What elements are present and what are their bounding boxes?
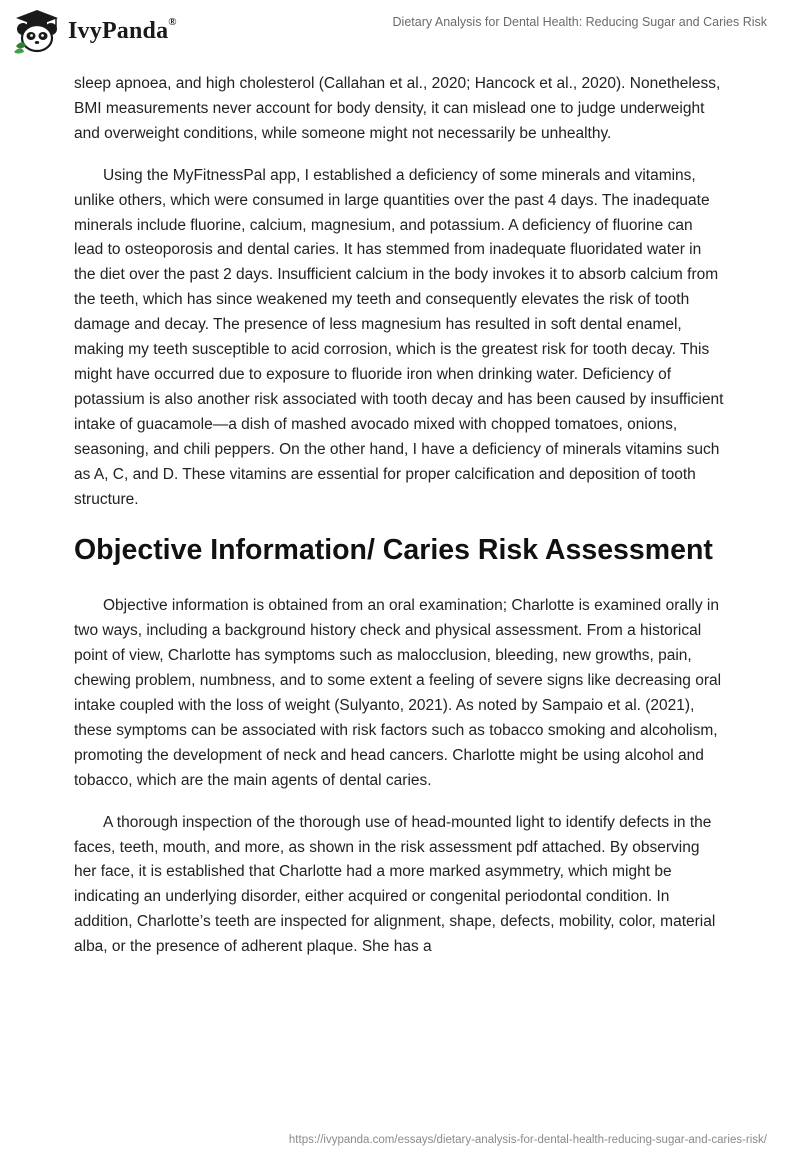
source-url[interactable]: https://ivypanda.com/essays/dietary-analysis-for-dental-health-reducing-sugar-and-caries-risk/ [288, 1134, 767, 1146]
essay-content [74, 72, 724, 977]
paragraph-2: Using the MyFitnessPal app, I established a deficiency of some minerals and vitamins, unlike others, which were consumed in large quantities over the past 4 days. The inadequate minerals include fluorine, calcium, magnesium, and potassium. A deficiency of fluorine can lead to osteoporosis and dental caries. It has stemmed from inadequate fluoridated water in the diet over the past 2 days. Insufficient calcium in the body invokes it to absorb calcium from the teeth, which has since weakened my teeth and consequently elevates the risk of tooth damage and decay. The presence of less magnesium has resulted in soft dental enamel, making my teeth susceptible to acid corrosion, which is the greatest risk for tooth decay. This might have occurred due to exposure to fluoride iron when drinking water. Deficiency of potassium is also another risk associated with tooth decay and has been caused by insufficient intake of guacamole—a dish of mashed avocado mixed with chopped tomatoes, onions, seasoning, and chili peppers. On the other hand, I have a deficiency of minerals vitamins such as A, C, and D. These vitamins are essential for proper calcification and deposition of tooth structure. [74, 166, 724, 508]
brand-logo[interactable] [12, 8, 177, 54]
page-header [0, 0, 800, 64]
paragraph-1: sleep apnoea, and high cholesterol (Callahan et al., 2020; Hancock et al., 2020). Nonetheless, BMI measurements never account for body density, it can mislead one to judge underweight and overweight conditions, while someone might not necessarily be unhealthy. [74, 75, 721, 142]
brand-name: IvyPanda® [68, 15, 177, 44]
document-title: Dietary Analysis for Dental Health: Reducing Sugar and Caries Risk [392, 15, 767, 29]
panda-logo-icon [12, 8, 62, 54]
section-heading: Objective Information/ Caries Risk Assessment [74, 534, 713, 567]
paragraph-3: Objective information is obtained from an oral examination; Charlotte is examined orally in two ways, including a background history check and physical assessment. From a historical point of view, Charlotte has symptoms such as malocclusion, bleeding, new growths, pain, chewing problem, numbness, and to some extent a feeling of severe signs like decreasing oral intake coupled with the loss of weight (Sulyanto, 2021). As noted by Sampaio et al. (2021), these symptoms can be associated with risk factors such as tobacco smoking and alcoholism, promoting the development of neck and head cancers. Charlotte might be using alcohol and tobacco, which are the main agents of dental caries. [74, 597, 722, 789]
registered-mark: ® [168, 15, 177, 28]
paragraph-4: A thorough inspection of the thorough use of head-mounted light to identify defects in the faces, teeth, mouth, and more, as shown in the risk assessment pdf attached. By observing her face, it is established that Charlotte had a more marked asymmetry, which might be indicating an underlying disorder, either acquired or congenital periodontal condition. In addition, Charlotte’s teeth are inspected for alignment, shape, defects, mobility, color, material alba, or the presence of adherent plaque. She has a [74, 813, 716, 956]
